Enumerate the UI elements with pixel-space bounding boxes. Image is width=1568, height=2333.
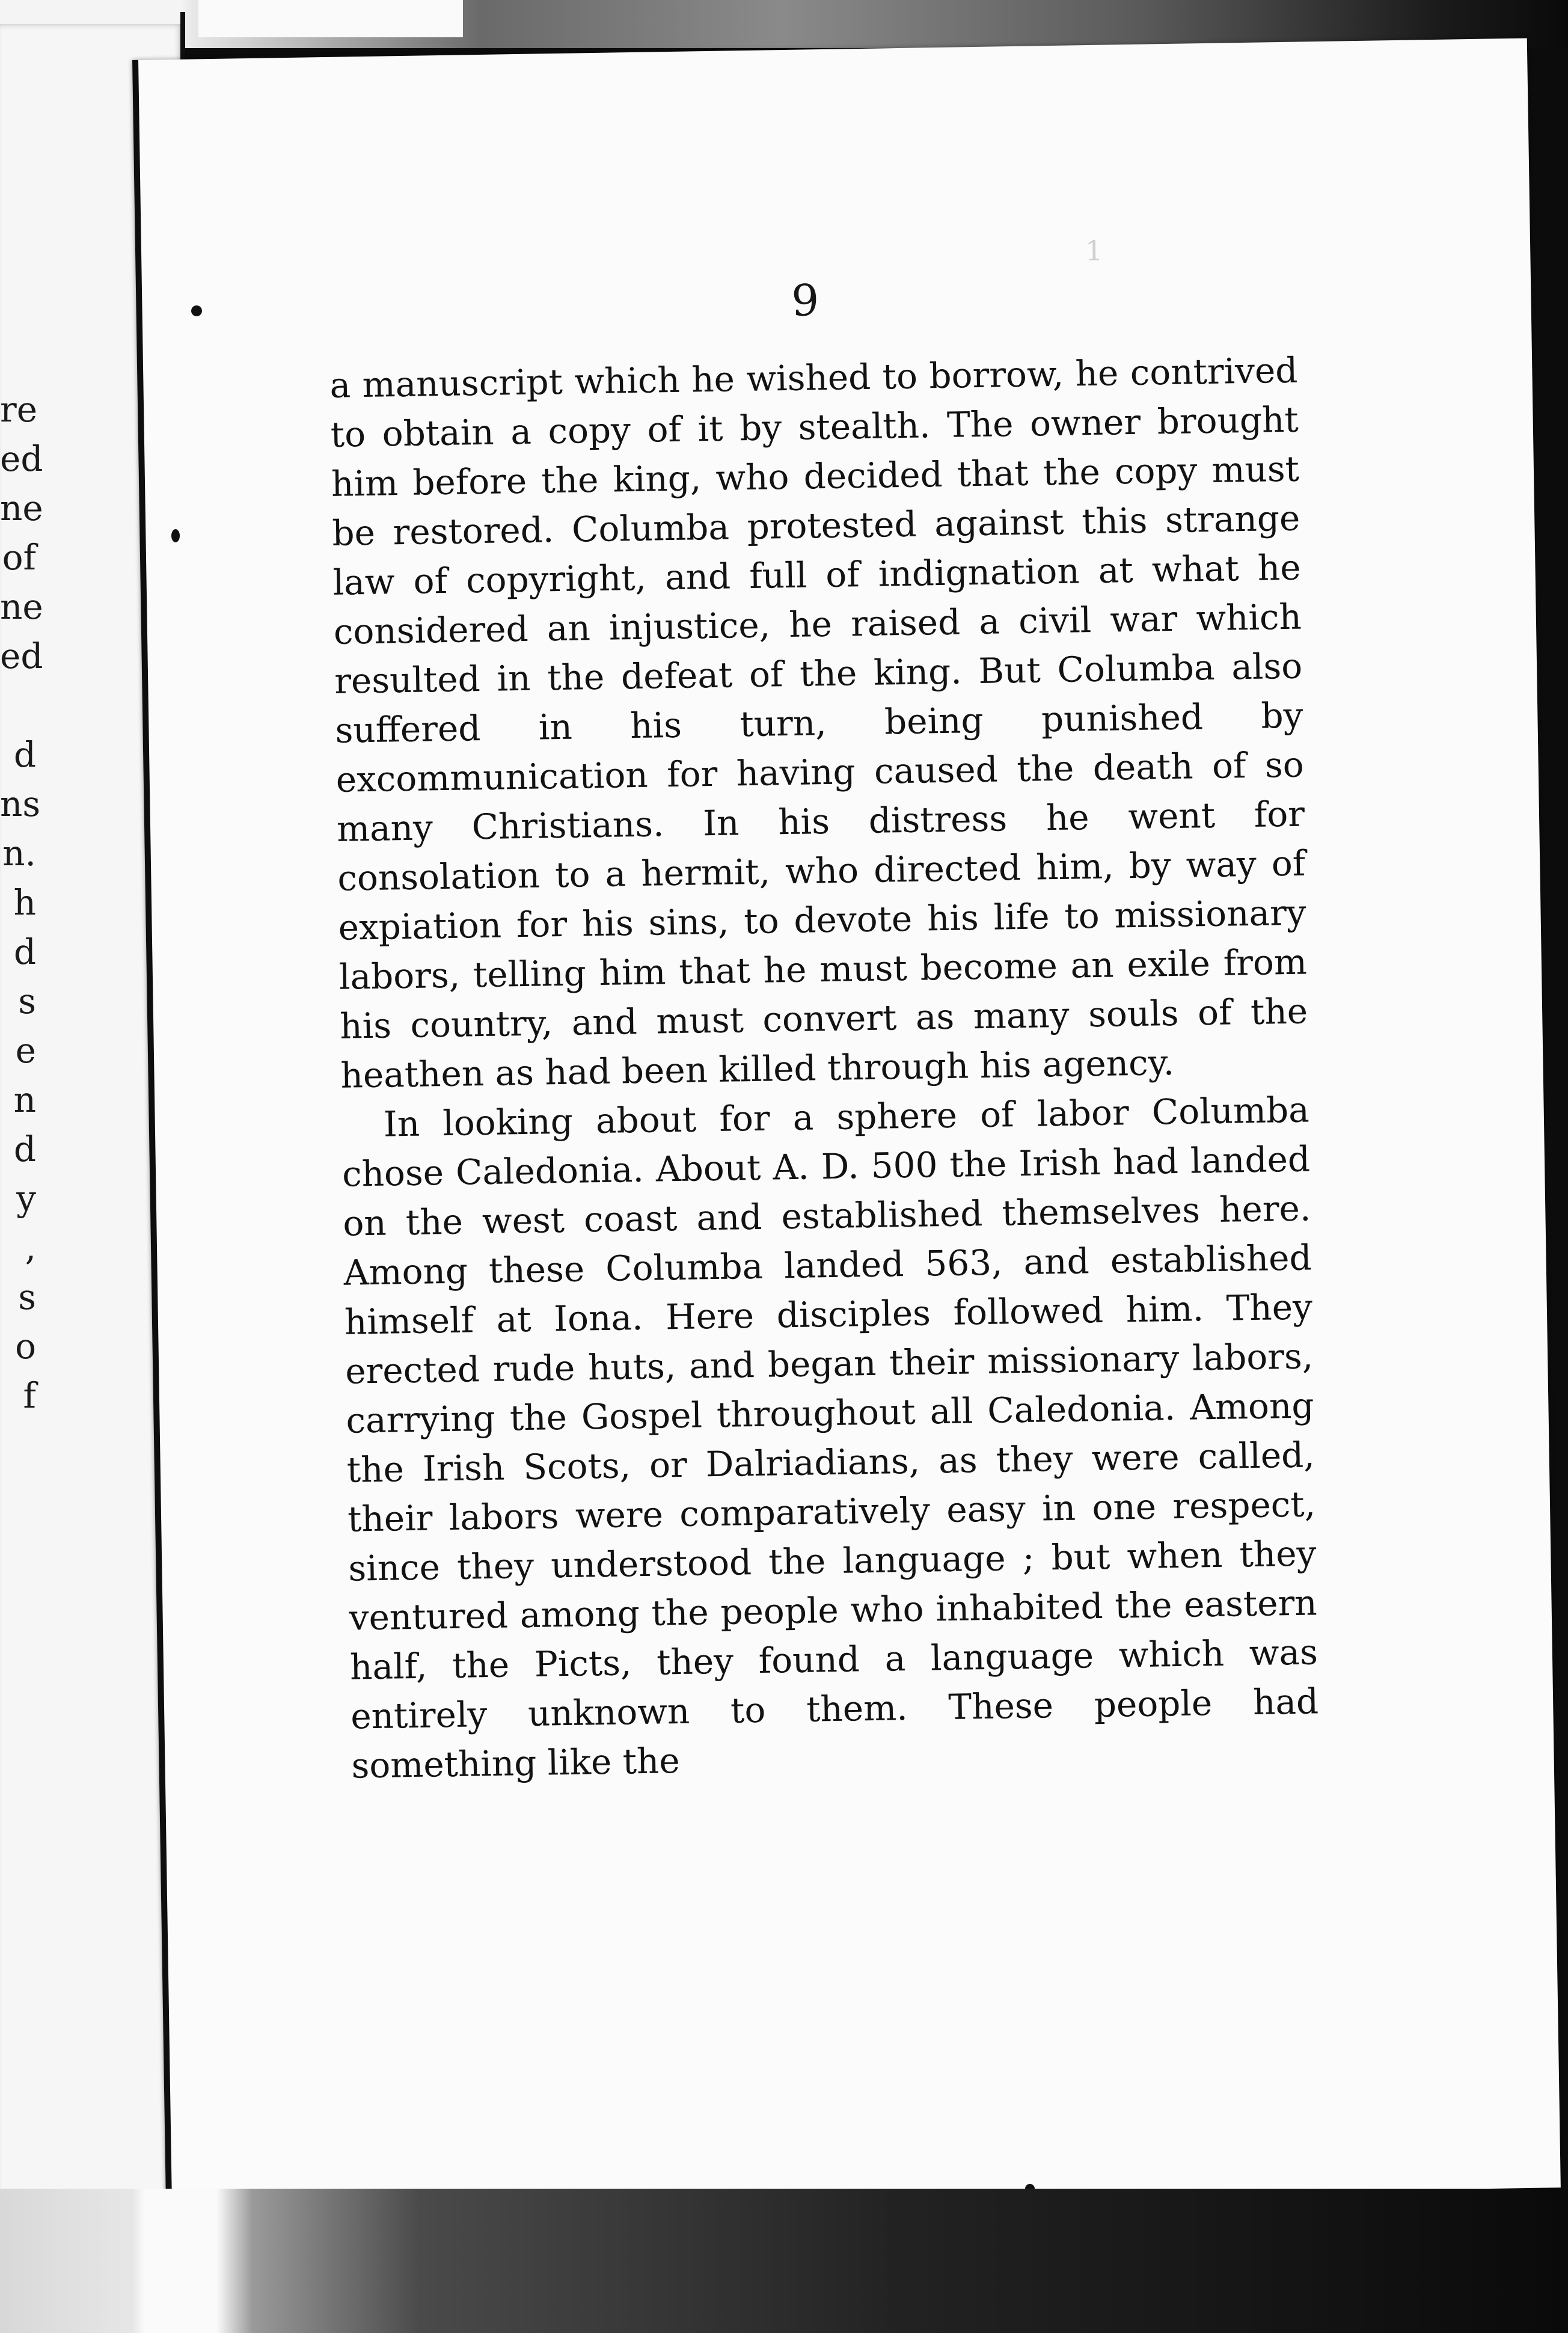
facing-fragment: n. bbox=[2, 833, 36, 874]
facing-fragment: d bbox=[13, 1129, 36, 1170]
book-page bbox=[132, 38, 1561, 2210]
facing-page-text bbox=[0, 385, 43, 1420]
page-mark bbox=[171, 529, 180, 542]
facing-fragment: d bbox=[13, 931, 36, 972]
facing-fragment: o bbox=[15, 1326, 36, 1367]
facing-fragment: f bbox=[23, 1375, 36, 1416]
page-number: 9 bbox=[791, 275, 819, 326]
facing-fragment: ed bbox=[0, 438, 43, 479]
body-text bbox=[329, 346, 1320, 1791]
scan-bottom-edge bbox=[0, 2189, 1568, 2333]
facing-fragment bbox=[0, 681, 36, 730]
facing-fragment: of bbox=[2, 537, 36, 578]
facing-fragment: , bbox=[25, 1227, 36, 1268]
bleed-through-text: 1 bbox=[1085, 234, 1103, 268]
facing-fragment: s bbox=[18, 1277, 36, 1317]
page-mark bbox=[191, 305, 202, 316]
facing-fragment: e bbox=[15, 1030, 36, 1071]
paragraph: a manuscript which he wished to borrow, he contrived to obtain a copy of it by stealth. The owner brought him before the king, who decided that the copy must be restored. Columba protested against this strange law of copyright, and full of indignation at what he considered an injustice, he raised a civil war which resulted in the defeat of the king. But Columba also suffered in his turn, being punished by excommunication for having caused the death of so many Christians. In his distress he went for consolation to a hermit, who directed him, by way of expiation for his sins, to devote his life to missionary labors, telling him that he must become an exile from his country, and must convert as many souls of the heathen as had been killed through his agency. bbox=[329, 349, 1308, 1096]
facing-fragment: y bbox=[16, 1178, 36, 1219]
facing-fragment: h bbox=[13, 882, 36, 923]
facing-fragment: ne bbox=[0, 488, 43, 529]
facing-fragment: re bbox=[0, 389, 38, 430]
paragraph: In looking about for a sphere of labor Columba chose Caledonia. About A. D. 500 the Irish had landed on the west coast and established themselves here. Among these Columba landed 563, and established himself at Iona. Here disciples followed him. They erected rude huts, and began their missionary labors, carrying the Gospel throughout all Caledonia. Among the Irish Scots, or Dalriadians, as they were called, their labors were comparatively easy in one respect, since they understood the language ; but when they ventured among the people who inhabited the eastern half, the Picts, they found a language which was entirely unknown to them. These people had something like the bbox=[341, 1089, 1319, 1786]
facing-fragment: ne bbox=[0, 586, 43, 627]
facing-fragment: ns bbox=[0, 783, 41, 824]
facing-fragment: ed bbox=[0, 636, 43, 676]
facing-fragment: s bbox=[18, 981, 36, 1022]
facing-fragment: n bbox=[13, 1079, 36, 1120]
facing-fragment: d bbox=[13, 734, 36, 775]
